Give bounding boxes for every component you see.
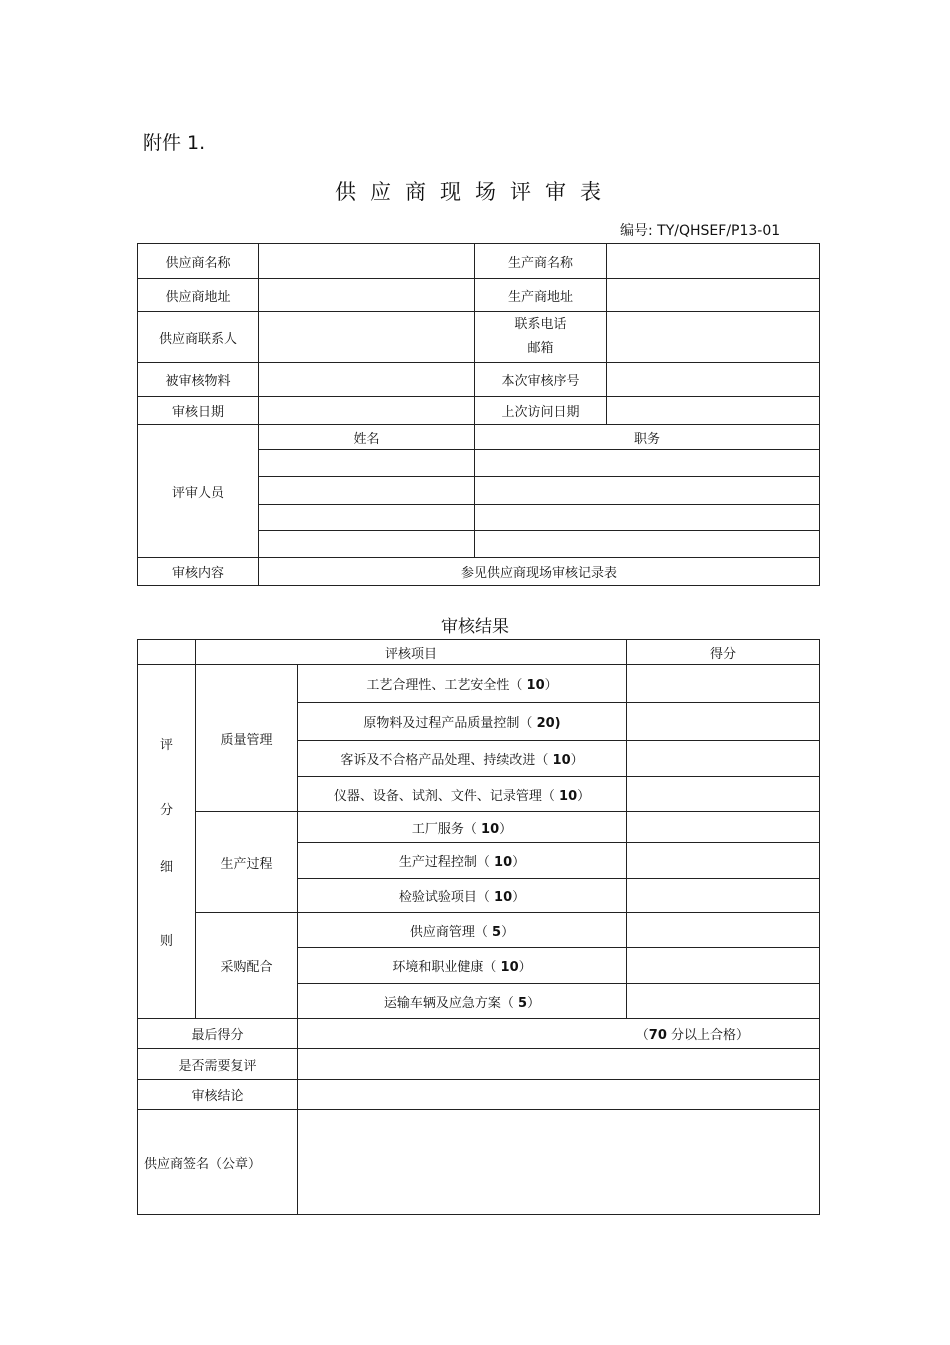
item-label: 环境和职业健康（ 10） [298, 948, 627, 984]
name-column-header: 姓名 [259, 425, 475, 450]
audit-material-field[interactable] [259, 363, 475, 397]
item-label: 工厂服务（ 10） [298, 812, 627, 843]
side-label-char: 评 [159, 738, 173, 753]
reviewer-position-field[interactable] [475, 450, 820, 477]
reviewer-name-field[interactable] [259, 450, 475, 477]
scoring-rules-label [138, 665, 196, 1019]
document-code: 编号: TY/QHSEF/P13-01 [620, 223, 781, 239]
signature-field[interactable] [298, 1110, 820, 1215]
phone-email-label [475, 312, 607, 363]
item-label: 工艺合理性、工艺安全性（ 10） [298, 665, 627, 703]
results-title: 审核结果 [441, 617, 509, 637]
reviewers-label: 评审人员 [138, 425, 259, 558]
audit-content-value: 参见供应商现场审核记录表 [259, 558, 820, 586]
reviewer-position-field[interactable] [475, 531, 820, 558]
item-label: 仪器、设备、试剂、文件、记录管理（ 10） [298, 777, 627, 812]
audit-date-label: 审核日期 [138, 397, 259, 425]
score-field[interactable] [627, 913, 820, 948]
group-production-process: 生产过程 [196, 812, 298, 913]
final-score-label: 最后得分 [138, 1019, 298, 1049]
group-procurement: 采购配合 [196, 913, 298, 1019]
reaudit-field[interactable] [298, 1049, 820, 1080]
conclusion-label: 审核结论 [138, 1080, 298, 1110]
reaudit-label: 是否需要复评 [138, 1049, 298, 1080]
score-field[interactable] [627, 984, 820, 1019]
manufacturer-name-field[interactable] [607, 244, 820, 279]
email-label: 邮箱 [527, 341, 554, 356]
supplier-address-label: 供应商地址 [138, 279, 259, 312]
item-label: 原物料及过程产品质量控制（ 20) [298, 703, 627, 741]
score-header: 得分 [627, 640, 820, 665]
audit-content-label: 审核内容 [138, 558, 259, 586]
item-label: 供应商管理（ 5） [298, 913, 627, 948]
attachment-label: 附件 1. [143, 132, 206, 154]
signature-label: 供应商签名（公章） [138, 1110, 298, 1215]
score-field[interactable] [627, 812, 820, 843]
reviewer-position-field[interactable] [475, 505, 820, 531]
reviewer-position-field[interactable] [475, 477, 820, 505]
manufacturer-address-field[interactable] [607, 279, 820, 312]
conclusion-field[interactable] [298, 1080, 820, 1110]
item-label: 生产过程控制（ 10） [298, 843, 627, 879]
page-title: 供应商现场评审表 [335, 180, 615, 204]
phone-email-field[interactable] [607, 312, 820, 363]
final-score-field[interactable]: （70 分以上合格） [298, 1019, 820, 1049]
audit-seq-label: 本次审核序号 [475, 363, 607, 397]
score-field[interactable] [627, 703, 820, 741]
group-quality-management: 质量管理 [196, 665, 298, 812]
score-field[interactable] [627, 879, 820, 913]
score-field[interactable] [627, 948, 820, 984]
reviewer-name-field[interactable] [259, 531, 475, 558]
item-label: 客诉及不合格产品处理、持续改进（ 10） [298, 741, 627, 777]
audit-date-field[interactable] [259, 397, 475, 425]
score-field[interactable] [627, 741, 820, 777]
item-header: 评核项目 [196, 640, 627, 665]
audit-results-table [137, 639, 820, 1215]
reviewer-name-field[interactable] [259, 505, 475, 531]
supplier-address-field[interactable] [259, 279, 475, 312]
side-label-char: 则 [159, 934, 173, 949]
position-column-header: 职务 [475, 425, 820, 450]
side-label-char: 细 [159, 860, 173, 875]
manufacturer-address-label: 生产商地址 [475, 279, 607, 312]
score-field[interactable] [627, 665, 820, 703]
supplier-info-table [137, 243, 820, 586]
last-visit-label: 上次访问日期 [475, 397, 607, 425]
reviewer-name-field[interactable] [259, 477, 475, 505]
phone-label: 联系电话 [514, 317, 567, 332]
audit-seq-field[interactable] [607, 363, 820, 397]
score-field[interactable] [627, 843, 820, 879]
last-visit-field[interactable] [607, 397, 820, 425]
item-label: 运输车辆及应急方案（ 5） [298, 984, 627, 1019]
supplier-name-field[interactable] [259, 244, 475, 279]
supplier-contact-field[interactable] [259, 312, 475, 363]
side-label-char: 分 [159, 803, 173, 818]
score-field[interactable] [627, 777, 820, 812]
manufacturer-name-label: 生产商名称 [475, 244, 607, 279]
item-label: 检验试验项目（ 10） [298, 879, 627, 913]
supplier-contact-label: 供应商联系人 [138, 312, 259, 363]
corner-cell [138, 640, 196, 665]
audit-material-label: 被审核物料 [138, 363, 259, 397]
supplier-name-label: 供应商名称 [138, 244, 259, 279]
